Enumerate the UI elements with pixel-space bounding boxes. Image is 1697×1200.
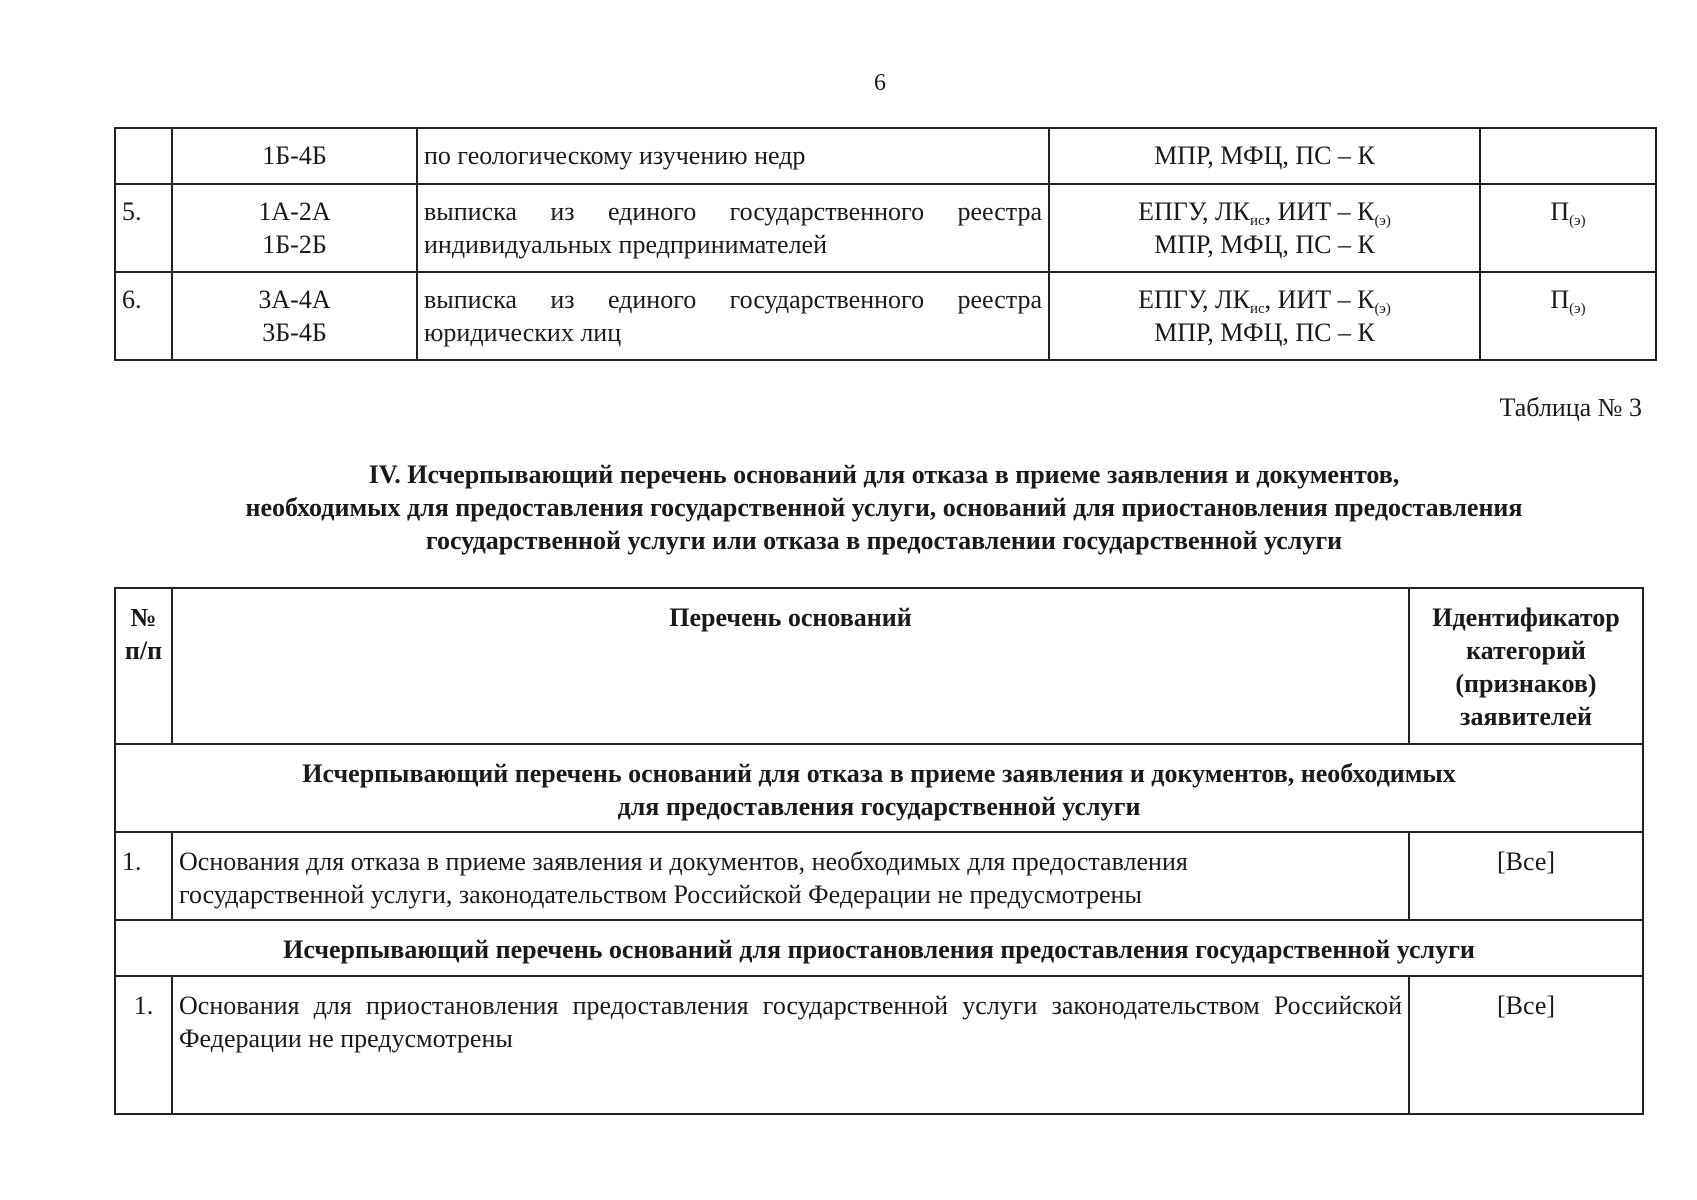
applicant-identifier: [Все] <box>1409 832 1643 920</box>
row-number <box>115 128 172 184</box>
row-number: 1. <box>115 976 172 1114</box>
table-row <box>115 184 1656 272</box>
group-header-row <box>115 744 1643 832</box>
table-caption: Таблица № 3 <box>1499 393 1642 422</box>
document-form <box>1480 128 1656 184</box>
group-title: Исчерпывающий перечень оснований для отказа в приеме заявления и документов, необходимых для предоставления государственной услуги <box>115 744 1643 832</box>
category-codes: 1Б-4Б <box>172 128 417 184</box>
page-number: 6 <box>874 70 886 96</box>
category-codes: 3А-4А 3Б-4Б <box>172 272 417 360</box>
table-row <box>115 832 1643 920</box>
table-row <box>115 272 1656 360</box>
submission-channels: ЕПГУ, $ЛК_{ис}$, ИИТ – $К_{(э)}$ МПР, МФЦ, ПС – К <box>1049 272 1480 360</box>
submission-channels: ЕПГУ, $ЛК_{ис}$, ИИТ – $К_{(э)}$ МПР, МФЦ, ПС – К <box>1049 184 1480 272</box>
table-row <box>115 976 1643 1114</box>
header-number: № п/п <box>115 588 172 744</box>
table-row <box>115 128 1656 184</box>
document-name: выписка из единого государственного реестра индивидуальных предпринимателей <box>417 184 1049 272</box>
table-header-row <box>115 588 1643 744</box>
row-number: 5. <box>115 184 172 272</box>
document-form: $П_{(э)}$ <box>1480 272 1656 360</box>
reason-text: Основания для отказа в приеме заявления и документов, необходимых для предоставления государственной услуги, законодательством Российской Федерации не предусмотрены <box>172 832 1409 920</box>
row-number: 6. <box>115 272 172 360</box>
document-name: по геологическому изучению недр <box>417 128 1049 184</box>
grounds-table <box>114 587 1644 1115</box>
group-header-row <box>115 920 1643 976</box>
documents-table <box>114 127 1657 361</box>
category-codes: 1А-2А 1Б-2Б <box>172 184 417 272</box>
submission-channels: МПР, МФЦ, ПС – К <box>1049 128 1480 184</box>
document-form: $П_{(э)}$ <box>1480 184 1656 272</box>
document-name: выписка из единого государственного реестра юридических лиц <box>417 272 1049 360</box>
reason-text: Основания для приостановления предоставления государственной услуги законодательством Российской Федерации не предусмотрены <box>172 976 1409 1114</box>
section-title: IV. Исчерпывающий перечень оснований для отказа в приеме заявления и документов, необходимых для предоставления государственной услуги, оснований для приостановления предоставления государственной услуги или отказа в предоставлении государственной услуги <box>245 460 1523 555</box>
header-reasons: Перечень оснований <box>172 588 1409 744</box>
row-number: 1. <box>115 832 172 920</box>
header-identifier: Идентификатор категорий (признаков) заявителей <box>1409 588 1643 744</box>
applicant-identifier: [Все] <box>1409 976 1643 1114</box>
group-title: Исчерпывающий перечень оснований для приостановления предоставления государственной услуги <box>115 920 1643 976</box>
